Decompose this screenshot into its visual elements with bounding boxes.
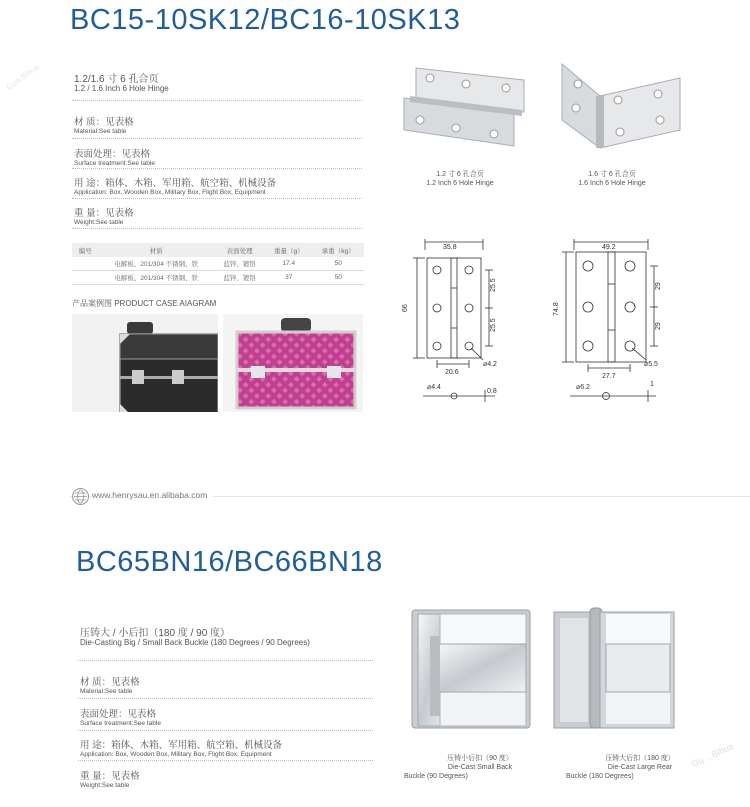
caption-hinge-2: 1.6 寸 6 孔合页 1.6 Inch 6 Hole Hinge [578, 171, 646, 187]
attr-application: 用 途：箱体、木箱、军用箱、航空箱、机械设备 Application: Box, Wooden Box, Military Box, Flight Box, Equipment [74, 178, 277, 196]
product-name-zh: 1.2/1.6 寸 6 孔合页 [74, 74, 159, 85]
svg-text:1: 1 [650, 381, 654, 388]
svg-text:25.5: 25.5 [490, 318, 497, 332]
black-case-photo [72, 314, 218, 412]
hinge-drawing-2 [550, 236, 675, 406]
svg-text:29: 29 [655, 322, 662, 330]
svg-text:⌀5.5: ⌀5.5 [644, 361, 658, 368]
product2-name-zh: 压铸大 / 小后扣（180 度 / 90 度） [80, 628, 231, 639]
svg-text:35.8: 35.8 [443, 244, 457, 251]
hinge-drawing-1 [395, 236, 515, 406]
svg-text:⌀4.4: ⌀4.4 [427, 384, 441, 391]
website-link[interactable]: www.henrysau.en.alibaba.com [92, 490, 213, 500]
attr2-material: 材 质：见表格 Material:See table [80, 677, 140, 695]
attr-material: 材 质：见表格 Material:See table [74, 117, 134, 135]
watermark-logo-2: Gu ...Bihua [689, 740, 736, 770]
svg-text:⌀6.2: ⌀6.2 [576, 384, 590, 391]
small-back-buckle-photo [406, 604, 534, 732]
caption-buckle-2: 压铸大后扣（180 度） Die-Cast Large Rear [605, 755, 675, 771]
globe-icon [72, 488, 89, 505]
caption-hinge-1: 1.2 寸 6 孔合页 1.2 Inch 6 Hole Hinge [426, 171, 494, 187]
svg-text:0.8: 0.8 [487, 388, 497, 395]
svg-text:66: 66 [402, 304, 409, 312]
pink-case-photo [223, 314, 363, 412]
product-name-en: 1.2 / 1.6 Inch 6 Hole Hinge [74, 84, 169, 93]
table-row: 电解板、201/304 不锈钢、铁 蓝锌、镀铬 37 50 [72, 271, 364, 285]
section2-title: BC65BN16/BC66BN18 [76, 546, 383, 578]
attr2-application: 用 途：箱体、木箱、军用箱、航空箱、机械设备 Application: Box, Wooden Box, Military Box, Flight Box, Equipment [80, 740, 283, 758]
case-label: 产品案例图 PRODUCT CASE AIAGRAM [72, 299, 217, 308]
svg-text:49.2: 49.2 [602, 244, 616, 251]
svg-text:25.5: 25.5 [490, 278, 497, 292]
hinge-photo-2 [548, 56, 688, 160]
watermark-logo: Gua.Bihua [4, 62, 41, 92]
caption-buckle-1-line2: Buckle (90 Degrees) [404, 773, 468, 780]
table-row: 电解板、201/304 不锈钢、铁 蓝锌、镀铬 17.4 50 [72, 257, 364, 271]
svg-text:29: 29 [655, 282, 662, 290]
section1-title: BC15-10SK12/BC16-10SK13 [70, 4, 461, 36]
svg-text:20.6: 20.6 [445, 369, 459, 376]
attr-weight: 重 量：见表格 Weight:See table [74, 208, 134, 226]
caption-buckle-1: 压铸小后扣（90 度） Die-Cast Small Back [447, 755, 513, 771]
caption-buckle-2-line2: Buckle (180 Degrees) [566, 773, 634, 780]
attr2-weight: 重 量：见表格 Weight:See table [80, 771, 140, 789]
svg-text:27.7: 27.7 [602, 373, 616, 380]
attr-surface: 表面处理：见表格 Surface treatment:See table [74, 149, 155, 167]
large-rear-buckle-photo [550, 604, 678, 732]
product2-name-en: Die-Casting Big / Small Back Buckle (180 Degrees / 90 Degrees) [80, 638, 310, 647]
attr2-surface: 表面处理：见表格 Surface treatment:See table [80, 709, 161, 727]
spec-table: 编号 材质 表面处理 重量（g） 承重（kg） 电解板、201/304 不锈钢、铁 蓝锌、镀铬 17.4 50 电解板、201/304 不锈钢、铁 蓝锌、镀铬 37 50 [72, 243, 364, 285]
svg-text:⌀4.2: ⌀4.2 [483, 361, 497, 368]
svg-text:74.8: 74.8 [553, 302, 560, 316]
hinge-photo-1 [396, 58, 536, 158]
